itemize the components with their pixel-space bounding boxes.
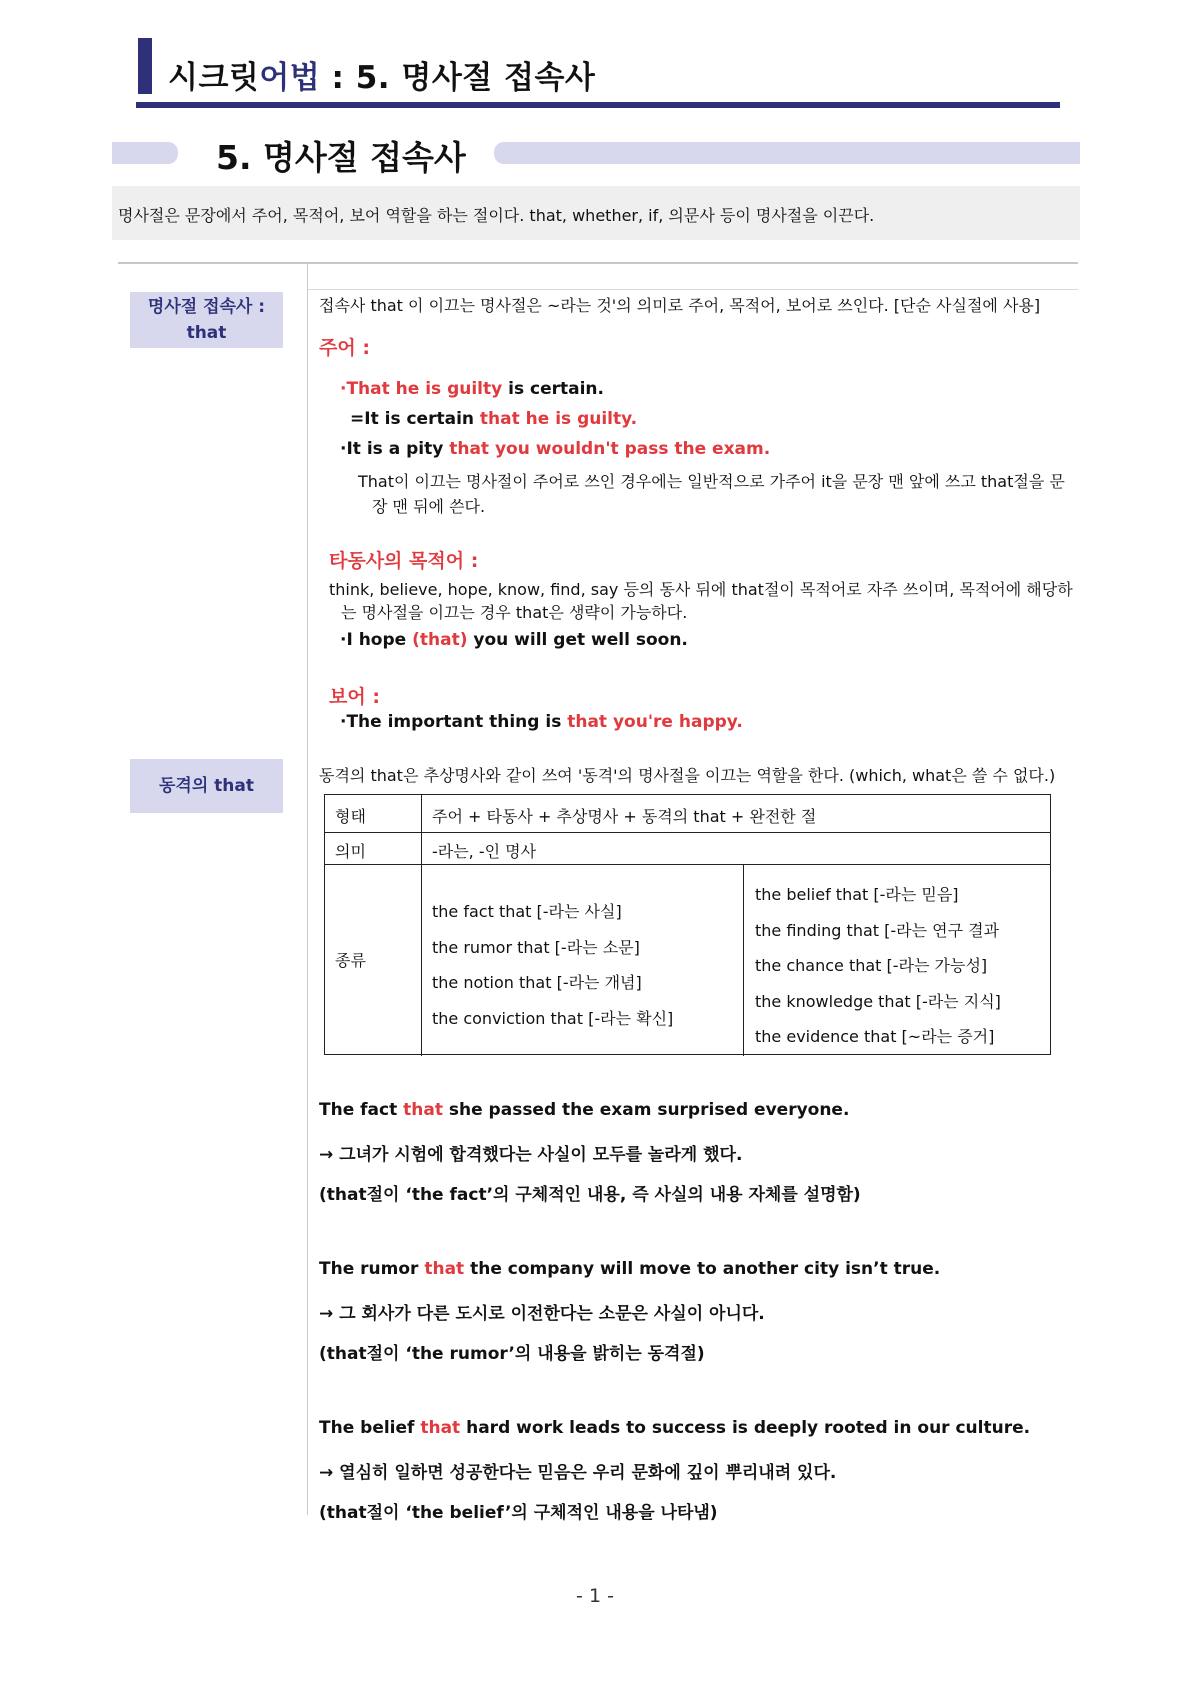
table-meaning-value: -라는, -인 명사	[432, 842, 537, 861]
label-appositive-that: 동격의 that	[130, 759, 283, 813]
appositive-example-1-english	[319, 1100, 849, 1120]
example-1-that: that	[403, 1100, 443, 1120]
content-sub-rule	[308, 289, 1078, 290]
kinds-right-item: the belief that [-라는 믿음]	[755, 885, 959, 904]
object-heading: 타동사의 목적어 :	[329, 550, 479, 572]
object-example-part1: ·I hope	[340, 630, 413, 650]
subject-note-line1: That이 이끄는 명사절이 주어로 쓰인 경우에는 일반적으로 가주어 it을 문장 맨 앞에 쓰고 that절을 문	[358, 472, 1065, 491]
subject-example-2	[350, 409, 637, 429]
example-3-before: The belief	[319, 1418, 421, 1438]
table-col-rule-1	[421, 795, 422, 1056]
label-noun-clause-that	[130, 292, 283, 348]
subject-example-3-main: ·It is a pity	[340, 439, 450, 459]
content-top-rule	[118, 262, 1078, 264]
appositive-example-2-english	[319, 1259, 940, 1279]
table-kinds-left-list	[432, 894, 673, 1036]
table-kinds-right-list	[755, 877, 1001, 1055]
object-note-line1: think, believe, hope, know, find, say 등의 동사 뒤에 that절이 목적어로 자주 쓰이며, 목적어에 해당하	[329, 580, 1073, 599]
section-band-left	[112, 142, 178, 164]
kinds-left-item: the fact that [-라는 사실]	[432, 902, 622, 921]
subject-heading: 주어 :	[319, 337, 370, 359]
section-band-right	[494, 142, 1080, 164]
object-note-line2: 는 명사절을 이끄는 경우 that은 생략이 가능하다.	[341, 603, 688, 622]
page-number: - 1 -	[576, 1585, 614, 1607]
subject-example-1-clause: ·That he is guilty	[340, 379, 503, 399]
header-title-secret: 시크릿	[168, 60, 260, 96]
appositive-example-3-korean: → 열심히 일하면 성공한다는 믿음은 우리 문화에 깊이 뿌리내려 있다.	[319, 1463, 837, 1483]
table-rule-2	[325, 864, 1050, 865]
subject-example-1-rest: is certain.	[502, 379, 604, 399]
kinds-right-item: the evidence that [~라는 증거]	[755, 1027, 995, 1046]
object-example-that: (that)	[412, 630, 468, 650]
kinds-left-item: the conviction that [-라는 확신]	[432, 1008, 674, 1028]
appositive-example-3-note: (that절이 ‘the belief’의 구체적인 내용을 나타냄)	[319, 1503, 718, 1523]
label-that-line2: that	[186, 323, 227, 343]
example-2-after: the company will move to another city isn’t true.	[464, 1259, 941, 1279]
example-2-that: that	[424, 1259, 465, 1279]
table-col-rule-2	[743, 865, 744, 1056]
table-meaning-head: 의미	[335, 842, 366, 861]
appositive-example-3-english	[319, 1418, 1030, 1438]
subject-example-3	[340, 439, 770, 459]
appositive-example-1-note: (that절이 ‘the fact’의 구체적인 내용, 즉 사실의 내용 자체를 설명함)	[319, 1185, 861, 1205]
appositive-example-2-note: (that절이 ‘the rumor’의 내용을 밝히는 동격절)	[319, 1344, 705, 1364]
header-rule	[136, 102, 1060, 108]
that-description: 접속사 that 이 이끄는 명사절은 ~라는 것'의 의미로 주어, 목적어, 보어로 쓰인다. [단순 사실절에 사용]	[319, 296, 1041, 315]
header-accent-bar	[138, 38, 152, 94]
kinds-right-item: the chance that [-라는 가능성]	[755, 956, 988, 975]
subject-example-3-clause: that you wouldn't pass the exam.	[449, 439, 771, 459]
kinds-right-item: the knowledge that [-라는 지식]	[755, 991, 1001, 1011]
subject-note-line2: 장 맨 뒤에 쓴다.	[372, 497, 486, 516]
kinds-right-item: the finding that [-라는 연구 결과	[755, 920, 1000, 940]
example-1-before: The fact	[319, 1100, 404, 1120]
kinds-left-item: the notion that [-라는 개념]	[432, 973, 642, 992]
column-divider	[307, 263, 308, 1515]
intro-box	[112, 186, 1080, 240]
subject-example-2-clause: that he is guilty.	[479, 409, 638, 429]
complement-heading: 보어 :	[329, 686, 380, 708]
object-example-part2: you will get well soon.	[467, 630, 688, 650]
table-rule-1	[325, 832, 1050, 833]
appositive-description: 동격의 that은 추상명사와 같이 쓰여 '동격'의 명사절을 이끄는 역할을 한다. (which, what은 쓸 수 없다.)	[319, 766, 1056, 785]
complement-example	[340, 712, 743, 732]
subject-example-1	[340, 379, 604, 399]
header-title-grammar: 어법	[259, 60, 321, 96]
complement-example-clause: that you're happy.	[567, 712, 743, 732]
subject-example-2-main: =It is certain	[350, 409, 480, 429]
example-2-before: The rumor	[319, 1259, 425, 1279]
appositive-example-2-korean: → 그 회사가 다른 도시로 이전한다는 소문은 사실이 아니다.	[319, 1304, 765, 1324]
header-title-topic: : 5. 명사절 접속사	[320, 60, 596, 96]
example-3-after: hard work leads to success is deeply rooted in our culture.	[460, 1418, 1031, 1438]
section-title: 5. 명사절 접속사	[216, 138, 466, 177]
appositive-example-1-korean: → 그녀가 시험에 합격했다는 사실이 모두를 놀라게 했다.	[319, 1145, 743, 1165]
object-example	[340, 630, 688, 650]
example-1-after: she passed the exam surprised everyone.	[442, 1100, 850, 1120]
label-that-line1: 명사절 접속사 :	[147, 297, 266, 317]
kinds-left-item: the rumor that [-라는 소문]	[432, 937, 640, 957]
table-form-value: 주어 + 타동사 + 추상명사 + 동격의 that + 완전한 절	[432, 807, 817, 826]
table-form-head: 형태	[335, 807, 366, 826]
table-kinds-head: 종류	[335, 951, 366, 970]
complement-example-main: ·The important thing is	[340, 712, 568, 732]
example-3-that: that	[420, 1418, 461, 1438]
appositive-table	[324, 794, 1051, 1055]
intro-text: 명사절은 문장에서 주어, 목적어, 보어 역할을 하는 절이다. that, whether, if, 의문사 등이 명사절을 이끈다.	[118, 206, 875, 225]
page-header-title	[168, 52, 595, 97]
